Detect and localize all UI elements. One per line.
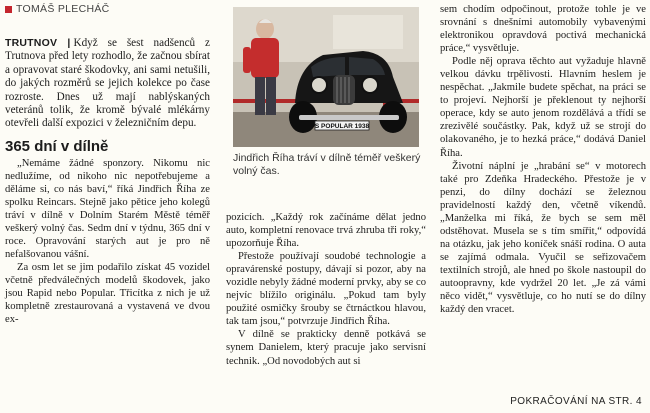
body-paragraph: sem chodím odpočinout, protože tohle je ve srovnání s dnešními automobily vybavenými elektronikou opravdová poctivá mechanická práce,“ vysvětluje.: [440, 4, 646, 55]
vintage-car-photo: [233, 7, 419, 147]
lead-paragraph: [5, 37, 210, 131]
body-paragraph: Životní náplní je „hrabání se“ v motorech také pro Zdeňka Hradeckého. Přestože je v penzi, do dílny dochází se železnou pravidelností každý den, včetně víkendů. „Manželka mi říká, že bych se sem měl odstěhovat. Musela se s tím smířit,“ odpovídá na otázku, jak jeho koníček snáší rodina. O auta se zajímá odmala. Vyučil se seřizovačem textilních strojů, ale hned po škole nastoupil do autoopravny, kde vydržel 20 let. „Je zá vámi něco vidět,“ vysvětluje, co ho nutí se do dílny každý den vracet.: [440, 160, 646, 316]
dateline-location: TRUTNOV |: [5, 37, 71, 49]
article-column-3: [440, 3, 646, 316]
body-paragraph: Za osm let se jim podařilo získat 45 vozidel včetně předválečných modelů škodovek, jako jsou Rapid nebo Popular. Třicítka z nich je už kompletně zrestaurovaná a vystavená ve dvou ex-: [5, 262, 210, 326]
body-paragraph: pozicích. „Každý rok začínáme dělat jedno auto, kompletní renovace trvá zhruba tři roky,“ upozorňuje Říha.: [226, 212, 426, 250]
photo-caption: Jindřich Říha tráví v dílně téměř veškerý volný čas.: [233, 152, 421, 177]
lead-text: Když se šest nadšenců z Trutnova před lety rozhodlo, že začnou sbírat a opravovat staré škodovky, ani sami netušili, do jakých rozměrů se jejich kolekce po čase rozroste. Dnes už mají nablýskaných veteránů tolik, že kromě bývalé mlékárny otevřeli další expozici v železničním depu.: [5, 37, 210, 130]
article-column-1: [5, 37, 210, 327]
body-paragraph: Přestože používají soudobé technologie a opravárenské postupy, dávají si pozor, aby na vozidle nebyly žádné moderní prvky, aby se co nejvíc blížilo originálu. „Pokud tam byly použité osmičky šrouby se čtrnáctkou hlavou, tak tam jsou,“ potvrzuje Jindřich Říha.: [226, 251, 426, 328]
body-paragraph: Podle něj oprava těchto aut vyžaduje hlavně velkou dávku trpělivosti. Hlavním heslem je nespěchat. „Jakmile budete spěchat, na práci se to projeví. Nejhorší je překlenout ty nejhorší operace, kdy se auto jenom rozdělává a třídí se zrezivělé součástky. Pak, když už se strojí do olakovaného, je to hezká práce,“ dodává Daniel Říha.: [440, 56, 646, 159]
author-name: TOMÁŠ PLECHÁČ: [16, 3, 110, 15]
author-byline: [5, 3, 110, 15]
article-photo: [233, 7, 419, 147]
byline-marker-icon: [5, 6, 12, 13]
article-column-2: [226, 211, 426, 368]
body-paragraph: V dílně se prakticky denně potkává se synem Danielem, který pracuje jako servisní technik. „Od novodobých aut si: [226, 329, 426, 367]
body-paragraph: „Nemáme žádné sponzory. Nikomu nic nedlužíme, od nikoho nic nepotřebujeme a děláme si, co nás baví,“ říká Jindřich Říha ze spolku Reincars. Stejně jako pětice jeho kolegů tráví v dílně v Dolním Starém Městě téměř veškerý volný čas. Sedm dní v týdnu, 365 dní v roce. Opravování starých aut je pro ně nefalšovanou vášní.: [5, 157, 210, 261]
section-subheading: 365 dní v dílně: [5, 137, 109, 155]
continuation-link[interactable]: POKRAČOVÁNÍ NA STR. 4: [510, 396, 642, 407]
license-plate-text: S POPULAR 1938: [314, 123, 370, 130]
